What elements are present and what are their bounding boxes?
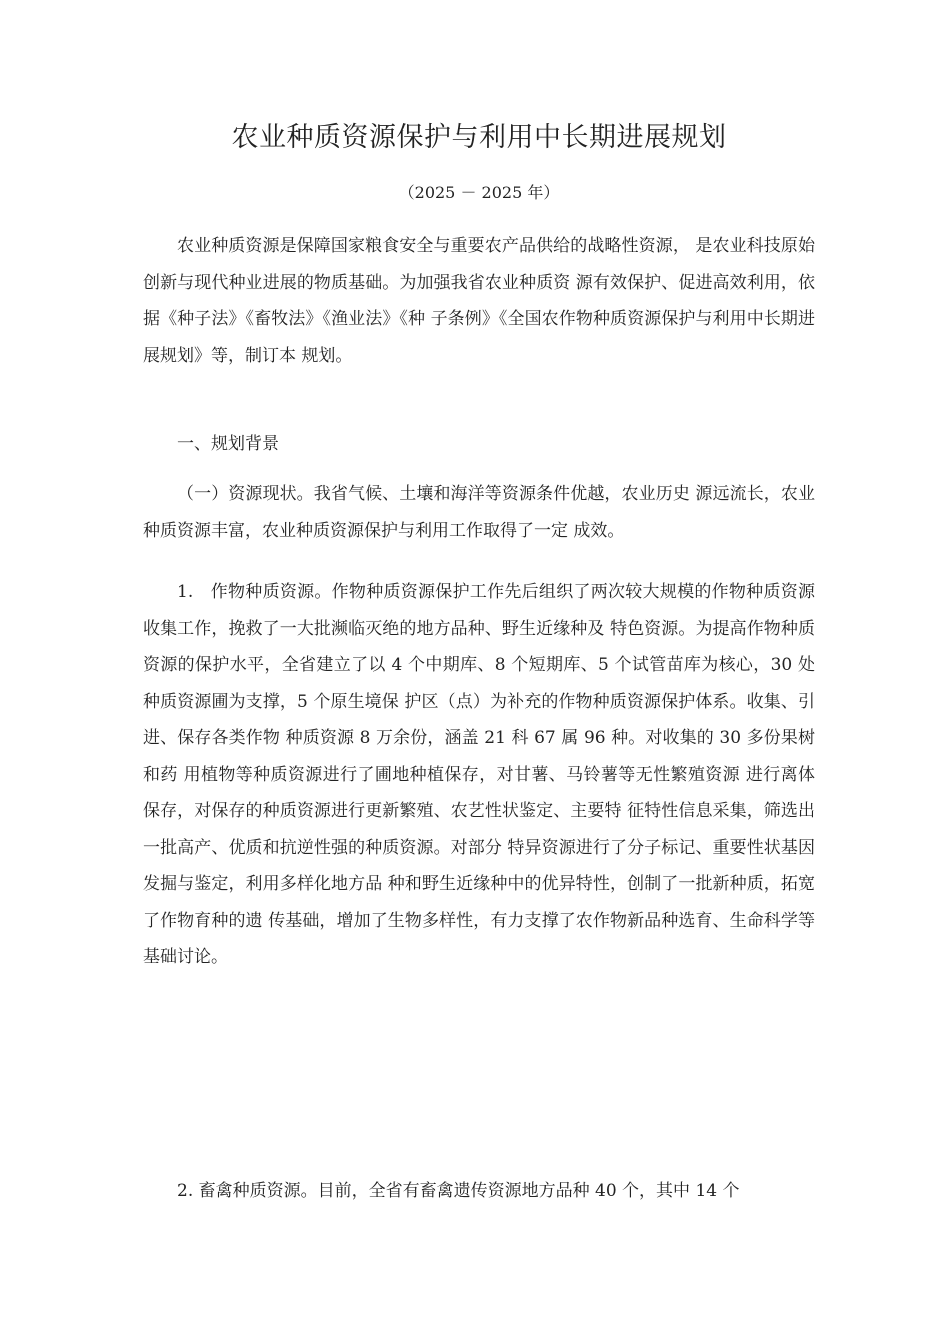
document-title: 农业种质资源保护与利用中长期进展规划 (231, 122, 727, 153)
item-livestock-germplasm: 2. 畜禽种质资源。目前，全省有畜禽遗传资源地方品种 40 个，其中 14 个 (177, 1181, 740, 1201)
intro-paragraph: 农业种质资源是保障国家粮食安全与重要农产品供给的战略性资源， 是农业科技原始创新与现代种业进展的物质基础。为加强我省农业种质资 源有效保护、促进高效利用，依据《种子法》《畜牧法》《渔业法》《种 子条例》《全国农作物种质资源保护与利用中长期进展规划》等，制订本 规划。 (143, 236, 815, 366)
item-crop-germplasm: 1. 作物种质资源。作物种质资源保护工作先后组织了两次较大规模的作物种质资源收集工作，挽救了一大批濒临灭绝的地方品种、野生近缘种及 特色资源。为提高作物种质资源的保护水平，全省建立了以 4 个中期库、8 个短期库、5 个试管苗库为核心，30 处种质资源圃为支撑，5 个原生境保 护区（点）为补充的作物种质资源保护体系。收集、引进、保存各类作物 种质资源 8 万余份，涵盖 21 科 67 属 96 种。对收集的 30 多份果树和药 用植物等种质资源进行了圃地种植保存，对甘薯、马铃薯等无性繁殖资源 进行离体保存，对保存的种质资源进行更新繁殖、农艺性状鉴定、主要特 征特性信息采集，筛选出一批高产、优质和抗逆性强的种质资源。对部分 特异资源进行了分子标记、重要性状基因发掘与鉴定，利用多样化地方品 种和野生近缘种中的优异特性，创制了一批新种质，拓宽了作物育种的遗 传基础，增加了生物多样性，有力支撑了农作物新品种选育、生命科学等 基础讨论。 (143, 582, 815, 967)
document-subtitle: （2025 － 2025 年） (398, 183, 560, 202)
section-heading-background: 一、规划背景 (177, 434, 279, 454)
subsection-resource-status: （一）资源现状。我省气候、土壤和海洋等资源条件优越，农业历史 源远流长，农业种质资源丰富，农业种质资源保护与利用工作取得了一定 成效。 (143, 484, 815, 541)
